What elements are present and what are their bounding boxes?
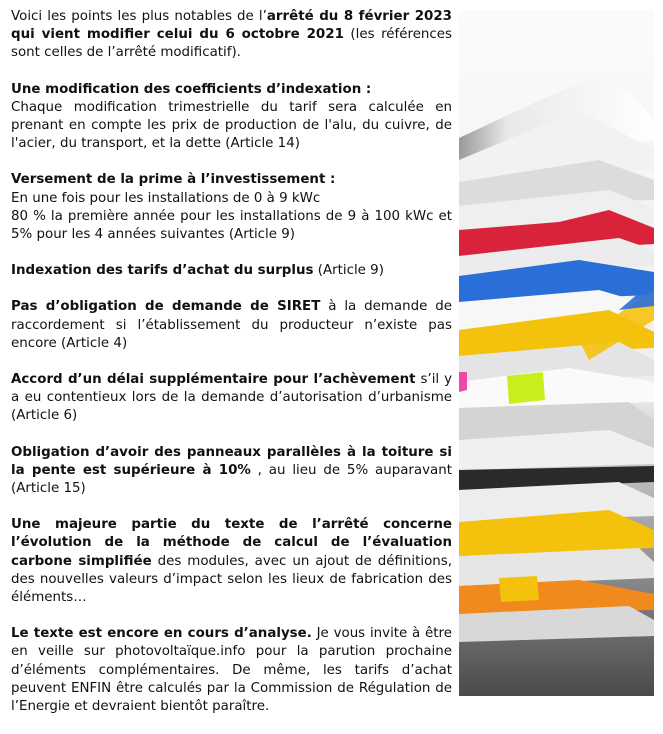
section-tail: à la demande de raccordement si l’établissement du producteur n’existe pas encore (Article 4) <box>11 299 452 351</box>
section-tail: , au lieu de 5% auparavant (Article 15) <box>11 462 452 497</box>
section-parallel-panels <box>11 444 452 499</box>
article-text <box>11 8 452 734</box>
section-title: Une modification des coefficients d’indexation : <box>11 81 372 97</box>
section-surplus-tariffs <box>11 262 452 280</box>
section-analysis <box>11 625 452 716</box>
section-title: Versement de la prime à l’investissement : <box>11 172 336 188</box>
section-bold: Indexation des tarifs d’achat du surplus <box>11 263 314 279</box>
magazine-pages <box>459 80 654 642</box>
intro-lead: Voici les points les plus notables de l’ <box>11 9 267 24</box>
section-line: En une fois pour les installations de 0 à 9 kWc <box>11 190 321 206</box>
section-siret <box>11 298 452 353</box>
intro-tail: (les références sont celles de l’arrêté modificatif). <box>11 27 452 61</box>
section-tail: Je vous invite à être en veille sur photovoltaïque.info pour la parution prochaine d’éléments complémentaires. De même, les tarifs d’achat peuvent ENFIN être calculés par la Commission de Régulation de l’Energie et devraient bientôt paraître. <box>11 626 452 715</box>
section-extra-delay <box>11 371 452 426</box>
magazine-stack-photo <box>459 10 654 696</box>
section-bold: Une majeure partie du texte de l’arrêté concerne l’évolution de la méthode de calcul de l’évaluation carbone simplifiée <box>11 517 452 569</box>
intro-bold: arrêté du 8 février 2023 qui vient modifier celui du 6 octobre 2021 <box>11 9 452 43</box>
section-tail: des modules, avec un ajout de définitions, des nouvelles valeurs d’impact selon les lieux de fabrication des éléments… <box>11 553 452 606</box>
section-bold: Accord d’un délai supplémentaire pour l’achèvement <box>11 372 416 388</box>
section-tail: s’il y a eu contentieux lors de la demande d’autorisation d’urbanisme (Article 6) <box>11 372 452 424</box>
section-tail: (Article 9) <box>313 263 384 279</box>
section-line: 80 % la première année pour les installations de 9 à 100 kWc et 5% pour les 4 années suivantes (Article 9) <box>11 208 452 243</box>
section-bold: Pas d’obligation de demande de SIRET <box>11 299 321 315</box>
section-investment-premium <box>11 171 452 244</box>
section-bold: Obligation d’avoir des panneaux parallèles à la toiture si la pente est supérieure à 10% <box>11 444 452 478</box>
section-bold: Le texte est encore en cours d’analyse. <box>11 626 312 642</box>
section-indexation-coefficients <box>11 81 452 154</box>
section-carbon-evaluation <box>11 516 452 607</box>
section-body: Chaque modification trimestrielle du tarif sera calculée en prenant en compte les prix de production de l'alu, du cuivre, de l'acier, du transport, et la dette (Article 14) <box>11 99 452 152</box>
intro-paragraph <box>11 8 452 63</box>
